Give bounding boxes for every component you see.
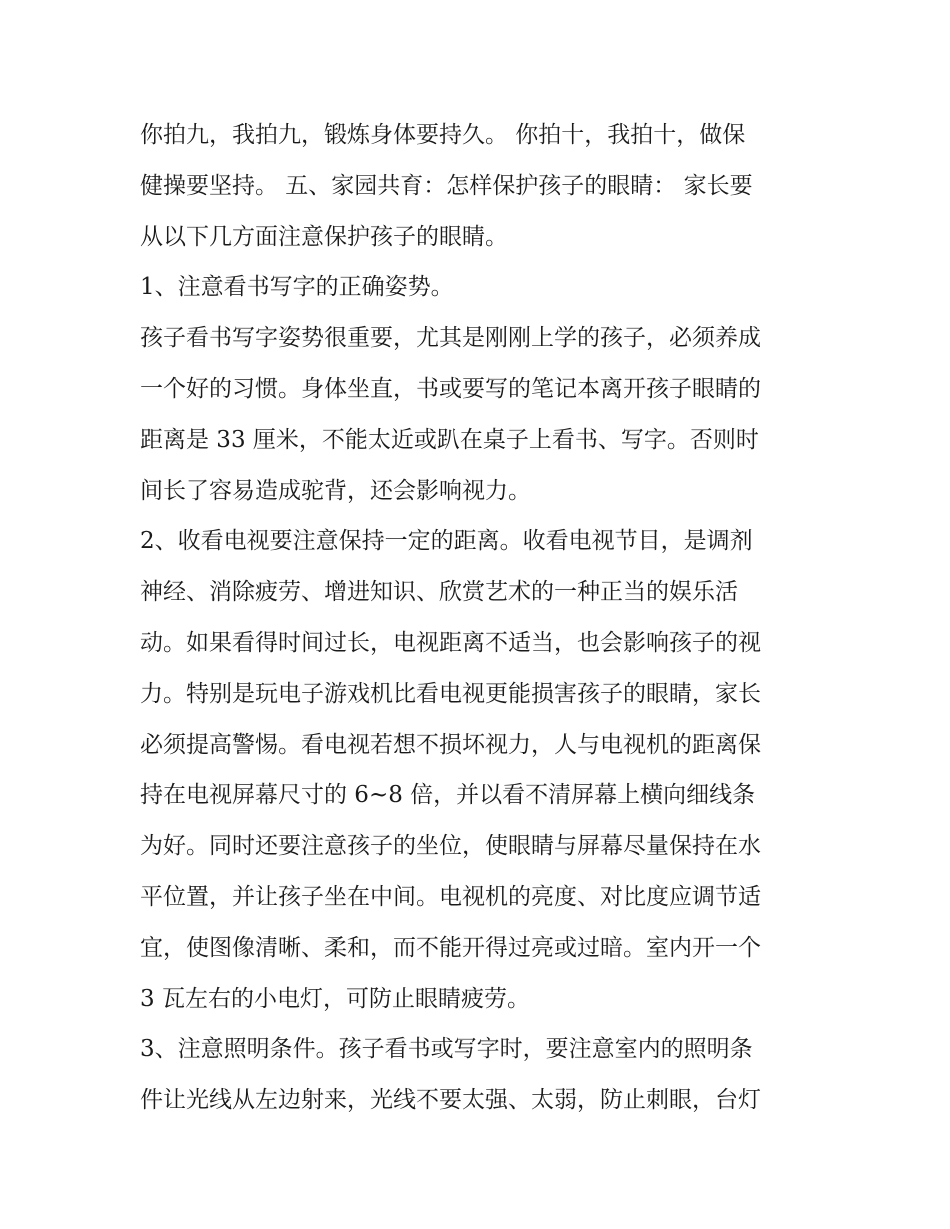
text-line: 孩子看书写字姿势很重要，尤其是刚刚上学的孩子，必须养成 xyxy=(140,325,761,352)
text-line: 力。特别是玩电子游戏机比看电视更能损害孩子的眼睛，家长 xyxy=(140,680,761,707)
text-line: 你拍九，我拍九，锻炼身体要持久。 你拍十，我拍十，做保 xyxy=(140,122,746,148)
text-line: 件让光线从左边射来，光线不要太强、太弱，防止刺眼，台灯 xyxy=(140,1087,761,1114)
document-body xyxy=(140,110,820,1126)
text-line: 健操要坚持。 五、家园共育：怎样保护孩子的眼睛： 家长要 xyxy=(140,172,753,199)
text-line: 从以下几方面注意保护孩子的眼睛。 xyxy=(140,223,508,250)
text-line: 动。如果看得时间过长，电视距离不适当，也会影响孩子的视 xyxy=(140,629,761,656)
text-line: 宜，使图像清晰、柔和，而不能开得过亮或过暗。室内开一个 xyxy=(140,934,761,961)
section-heading-2: 2、收看电视要注意保持一定的距离。收看电视节目，是调剂 xyxy=(140,528,753,555)
section-heading-3: 3、注意照明条件。孩子看书或写字时，要注意室内的照明条 xyxy=(140,1036,753,1063)
text-line: 一个好的习惯。身体坐直，书或要写的笔记本离开孩子眼睛的 xyxy=(140,375,761,402)
text-line: 平位置，并让孩子坐在中间。电视机的亮度、对比度应调节适 xyxy=(140,883,761,910)
text-line: 间长了容易造成驼背，还会影响视力。 xyxy=(140,477,531,504)
section-heading-1: 1、注意看书写字的正确姿势。 xyxy=(140,274,454,301)
text-line: 持在电视屏幕尺寸的 6~8 倍，并以看不清屏幕上横向细线条 xyxy=(140,782,756,809)
text-line: 必须提高警惕。看电视若想不损坏视力，人与电视机的距离保 xyxy=(140,731,761,758)
text-line: 神经、消除疲劳、增进知识、欣赏艺术的一种正当的娱乐活 xyxy=(140,579,738,606)
text-line: 距离是 33 厘米，不能太近或趴在桌子上看书、写字。否则时 xyxy=(140,426,759,453)
text-line: 3 瓦左右的小电灯，可防止眼睛疲劳。 xyxy=(140,985,530,1012)
text-line: 为好。同时还要注意孩子的坐位，使眼睛与屏幕尽量保持在水 xyxy=(140,833,761,860)
